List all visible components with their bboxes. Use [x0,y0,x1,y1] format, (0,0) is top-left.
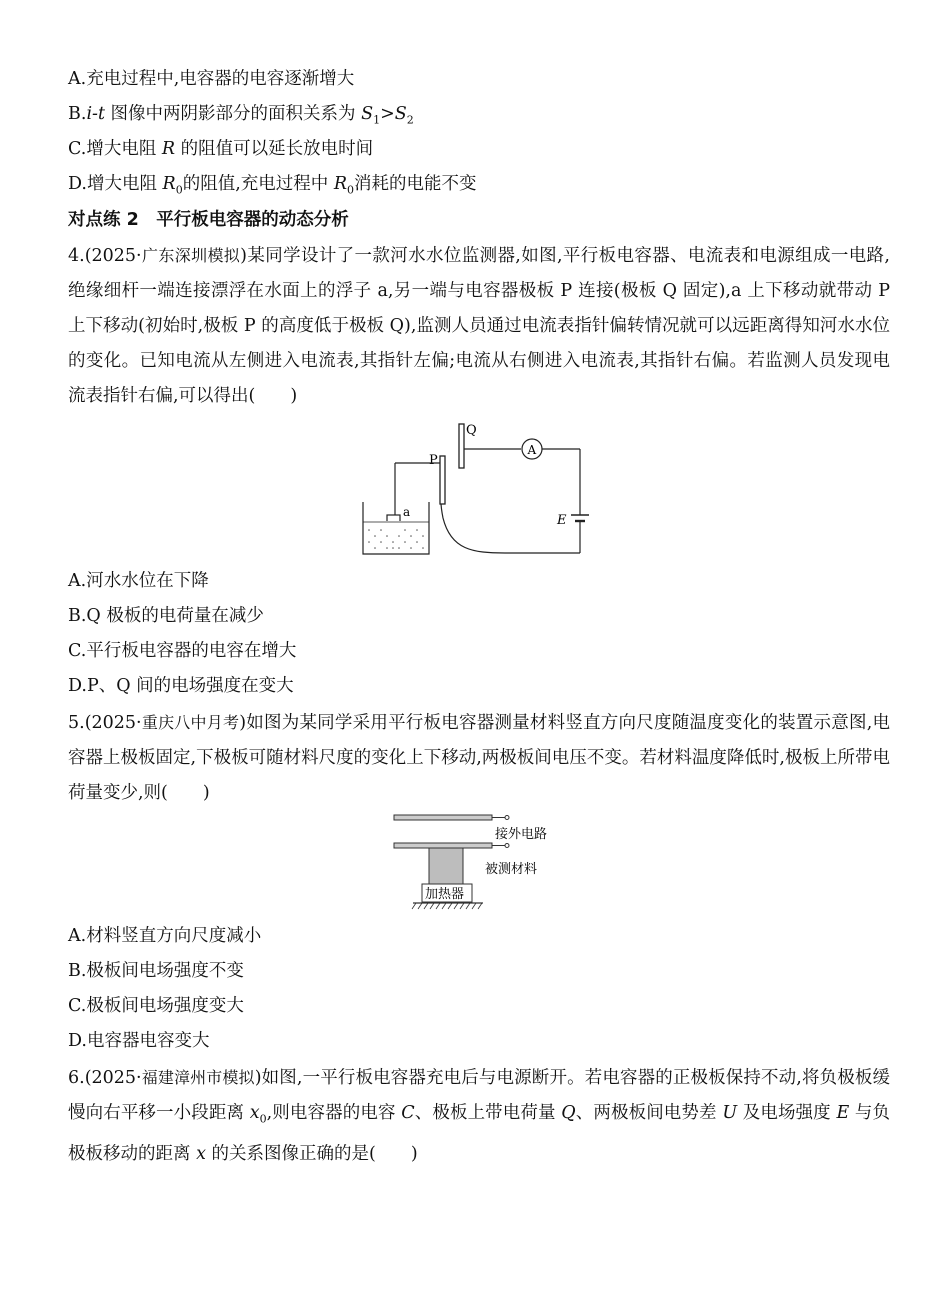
question-5-figure [385,810,575,916]
prev-option-c: C.增大电阻 R 的阻值可以延长放电时间 [68,139,374,159]
question-5-option-a: A.材料竖直方向尺度减小 [68,926,262,946]
prev-option-a: A.充电过程中,电容器的电容逐渐增大 [68,69,355,89]
question-4-stem: 4.(2025·广东深圳模拟)某同学设计了一款河水水位监测器,如图,平行板电容器、电流表和电源组成一电路,绝缘细杆一端连接漂浮在水面上的浮子 a,另一端与电容器极板 P 连接(极板 Q 固定),a 上下移动就带动 P 上下移动(初始时,极板 P 的高度低于极板 Q),监测人员通过电流表指针偏转情况就可以远距离得知河水水位的变化。已知电流从左侧进入电流表,其指针左偏;电流从右侧进入电流表,其指针右偏。若监测人员发现电流表指针右偏,可以得出( ) [68,246,890,406]
question-6-stem: 6.(2025·福建漳州市模拟)如图,一平行板电容器充电后与电源断开。若电容器的正极板保持不动,将负极板缓慢向右平移一小段距离 $x_0$,则电容器的电容 C、极板上带电荷量 Q、两极板间电势差 U 及电场强度 E 与负极板移动的距离 x 的关系图像正确的是( ) [68,1068,891,1164]
label-material: 被测材料 [485,862,538,877]
label-external-circuit: 接外电路 [495,827,548,842]
label-p: P [429,453,438,468]
label-e: E [557,513,567,528]
label-heater: 加热器 [425,887,465,902]
question-5-option-d: D.电容器电容变大 [68,1031,210,1051]
section-heading: 对点练 2 平行板电容器的动态分析 [68,210,349,230]
question-5-option-b: B.极板间电场强度不变 [68,961,244,981]
question-4-option-d: D.P、Q 间的电场强度在变大 [68,676,294,696]
label-a: a [403,505,411,519]
label-q: Q [466,423,477,438]
question-5-option-c: C.极板间电场强度变大 [68,996,244,1016]
prev-option-b: B.i-t 图像中两阴影部分的面积关系为 $S_1>S_2$ [68,104,414,127]
plate-p [440,456,445,504]
question-4-figure [355,418,595,563]
question-4-option-c: C.平行板电容器的电容在增大 [68,641,297,661]
question-4-option-a: A.河水水位在下降 [68,571,209,591]
top-plate [394,815,492,820]
plate-q [459,424,464,468]
label-ammeter: A [527,443,537,457]
question-4-option-b: B.Q 极板的电荷量在减少 [68,606,264,626]
material-block [429,848,463,884]
prev-option-d: D.增大电阻 $R_0$的阻值,充电过程中 $R_0$消耗的电能不变 [68,174,477,197]
question-5-stem: 5.(2025·重庆八中月考)如图为某同学采用平行板电容器测量材料竖直方向尺度随温度变化的装置示意图,电容器上极板固定,下极板可随材料尺度的变化上下移动,两极板间电压不变。若材料温度降低时,极板上所带电荷量变少,则( ) [68,713,890,803]
bottom-plate [394,843,492,848]
